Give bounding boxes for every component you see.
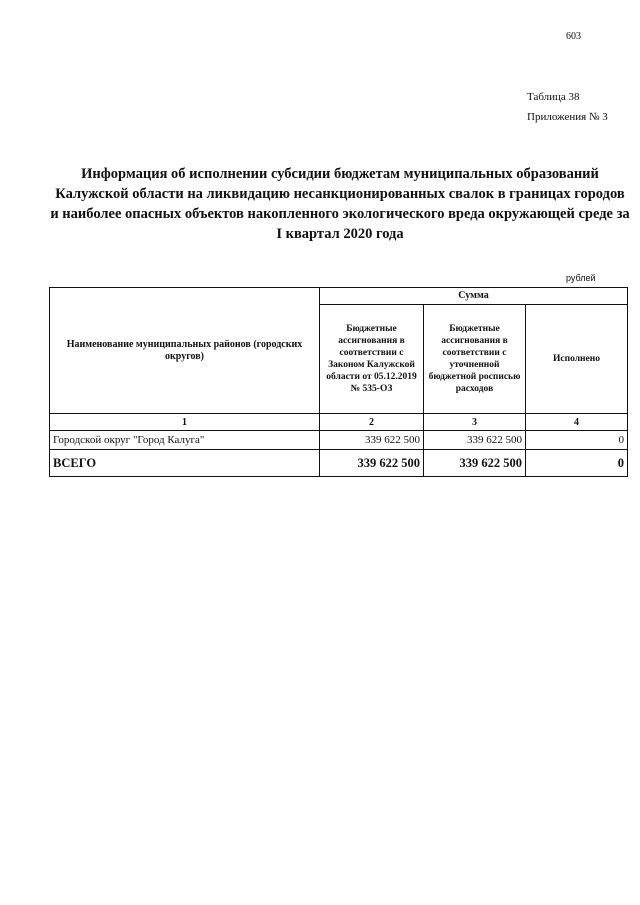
- column-number: 4: [526, 414, 628, 431]
- budget-table: [49, 287, 628, 477]
- refined-allocation-value: 339 622 500: [424, 431, 526, 450]
- column-number: 3: [424, 414, 526, 431]
- executed-value: 0: [526, 431, 628, 450]
- appendix-label: Приложения № 3: [527, 111, 608, 123]
- column-header-executed: Исполнено: [526, 305, 628, 414]
- total-refined-allocation: 339 622 500: [424, 450, 526, 477]
- table-label: Таблица 38: [527, 91, 580, 103]
- column-header-name: Наименование муниципальных районов (городских округов): [50, 288, 320, 414]
- table-row: [50, 431, 628, 450]
- page-number: 603: [566, 31, 581, 42]
- column-number: 1: [50, 414, 320, 431]
- column-header-refined-allocations: Бюджетные ассигнования в соответствии с уточненной бюджетной росписью расходов: [424, 305, 526, 414]
- total-label: ВСЕГО: [50, 450, 320, 477]
- law-allocation-value: 339 622 500: [320, 431, 424, 450]
- column-number: 2: [320, 414, 424, 431]
- document-title: Информация об исполнении субсидии бюджетам муниципальных образований Калужской области на ликвидацию несанкционированных свалок в границах городов и наиболее опасных объектов накопленного экологического вреда окружающей среде за I квартал 2020 года: [50, 166, 630, 242]
- units-label: рублей: [566, 273, 596, 283]
- column-header-law-allocations: Бюджетные ассигнования в соответствии с Законом Калужской области от 05.12.2019 № 535-ОЗ: [320, 305, 424, 414]
- column-group-header-sum: Сумма: [320, 288, 628, 305]
- municipality-name: Городской округ "Город Калуга": [50, 431, 320, 450]
- total-law-allocation: 339 622 500: [320, 450, 424, 477]
- total-row: [50, 450, 628, 477]
- total-executed: 0: [526, 450, 628, 477]
